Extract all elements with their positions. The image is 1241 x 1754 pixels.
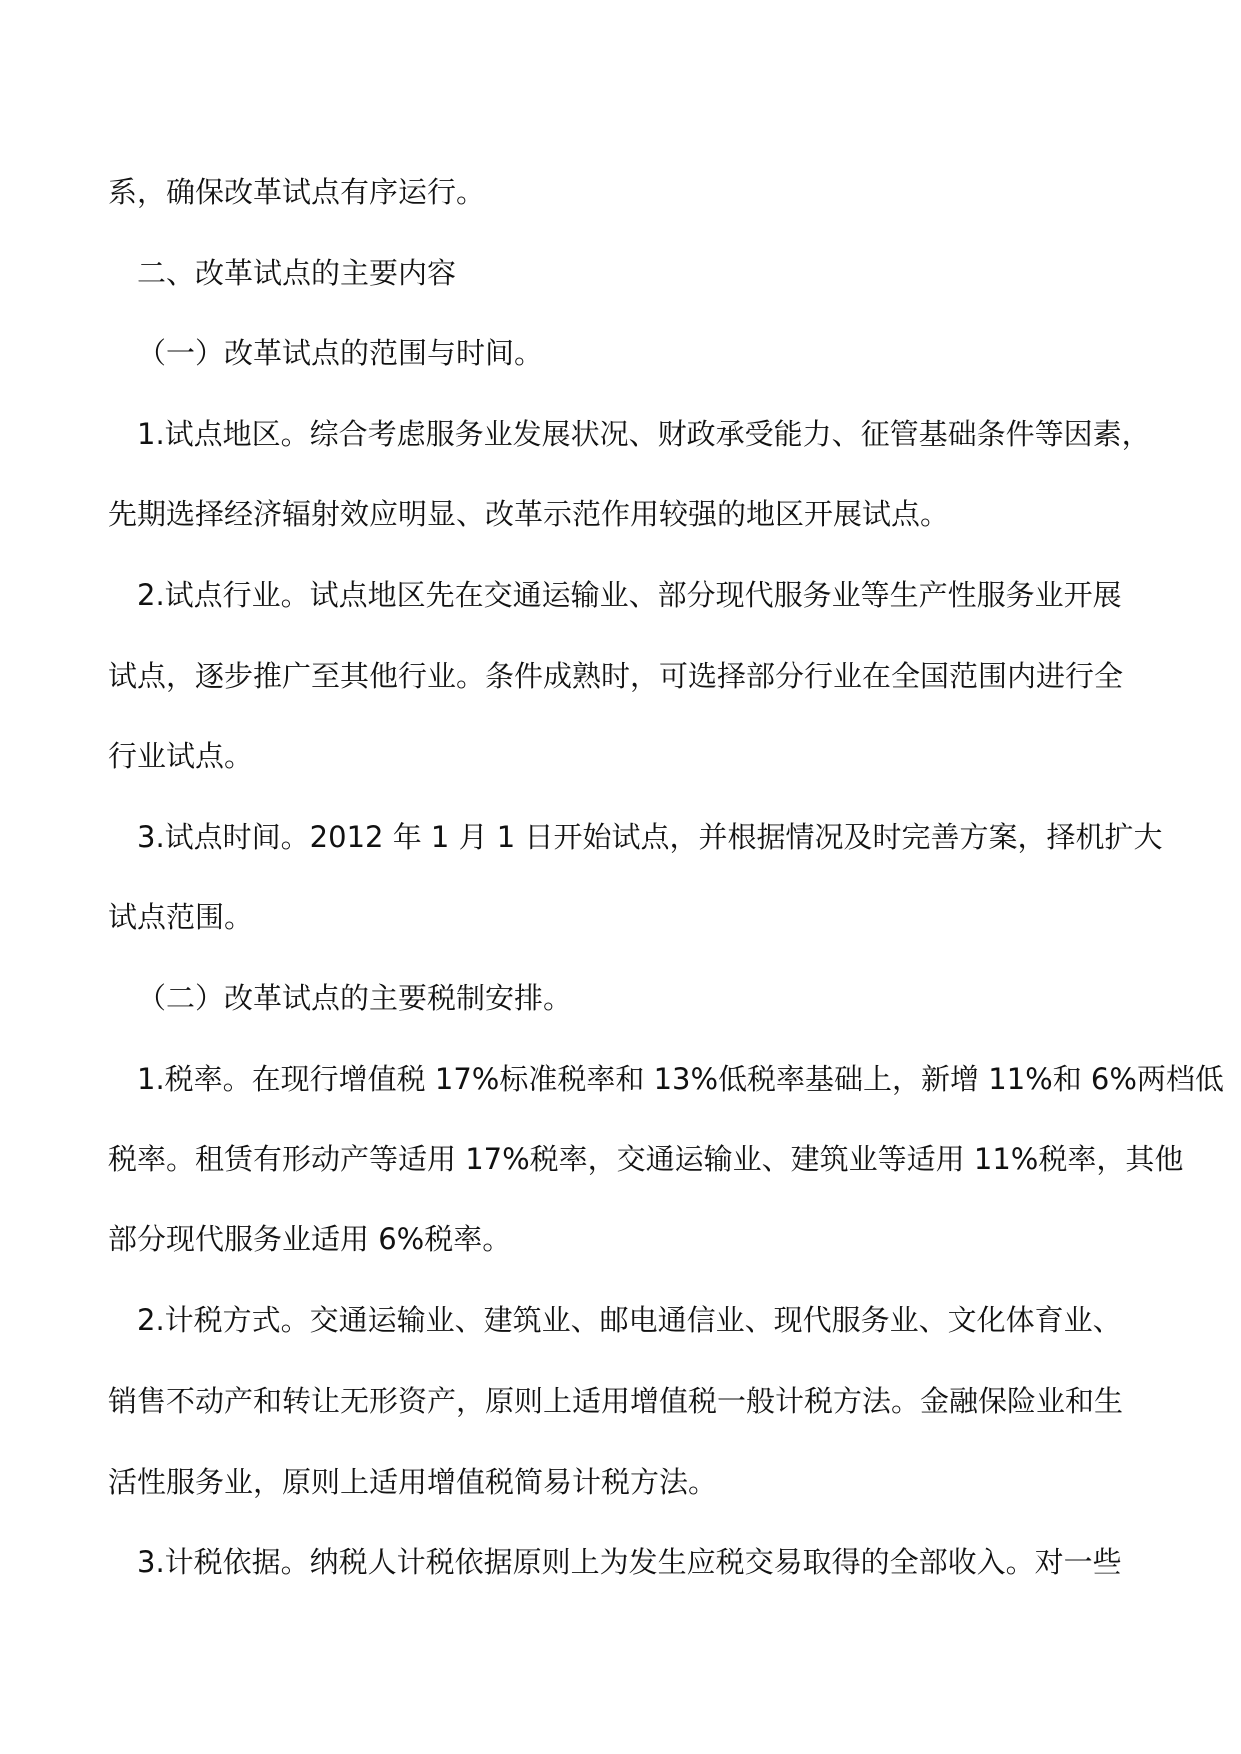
paragraph-line: 系，确保改革试点有序运行。 [108,175,486,209]
paragraph-line: 销售不动产和转让无形资产，原则上适用增值税一般计税方法。金融保险业和生 [108,1384,1124,1418]
paragraph-line: 2.计税方式。交通运输业、建筑业、邮电通信业、现代服务业、文化体育业、 [137,1303,1122,1337]
paragraph-line: 1.税率。在现行增值税 17%标准税率和 13%低税率基础上，新增 11%和 6%两档低 [137,1062,1224,1096]
paragraph-line: 活性服务业，原则上适用增值税简易计税方法。 [108,1465,718,1499]
paragraph-line: 试点范围。 [108,900,254,934]
paragraph-line: 2.试点行业。试点地区先在交通运输业、部分现代服务业等生产性服务业开展 [137,578,1122,612]
subsection-heading: （二）改革试点的主要税制安排。 [137,981,573,1015]
subsection-heading: （一）改革试点的范围与时间。 [137,336,544,370]
paragraph-line: 1.试点地区。综合考虑服务业发展状况、财政承受能力、征管基础条件等因素， [137,417,1151,451]
paragraph-line: 3.计税依据。纳税人计税依据原则上为发生应税交易取得的全部收入。对一些 [137,1545,1122,1579]
paragraph-line: 先期选择经济辐射效应明显、改革示范作用较强的地区开展试点。 [108,497,950,531]
section-heading: 二、改革试点的主要内容 [137,256,457,290]
paragraph-line: 3.试点时间。2012 年 1 月 1 日开始试点，并根据情况及时完善方案，择机扩大 [137,820,1163,854]
paragraph-line: 部分现代服务业适用 6%税率。 [108,1222,512,1256]
paragraph-line: 行业试点。 [108,739,254,773]
paragraph-line: 试点，逐步推广至其他行业。条件成熟时，可选择部分行业在全国范围内进行全 [108,659,1124,693]
paragraph-line: 税率。租赁有形动产等适用 17%税率，交通运输业、建筑业等适用 11%税率，其他 [108,1142,1184,1176]
